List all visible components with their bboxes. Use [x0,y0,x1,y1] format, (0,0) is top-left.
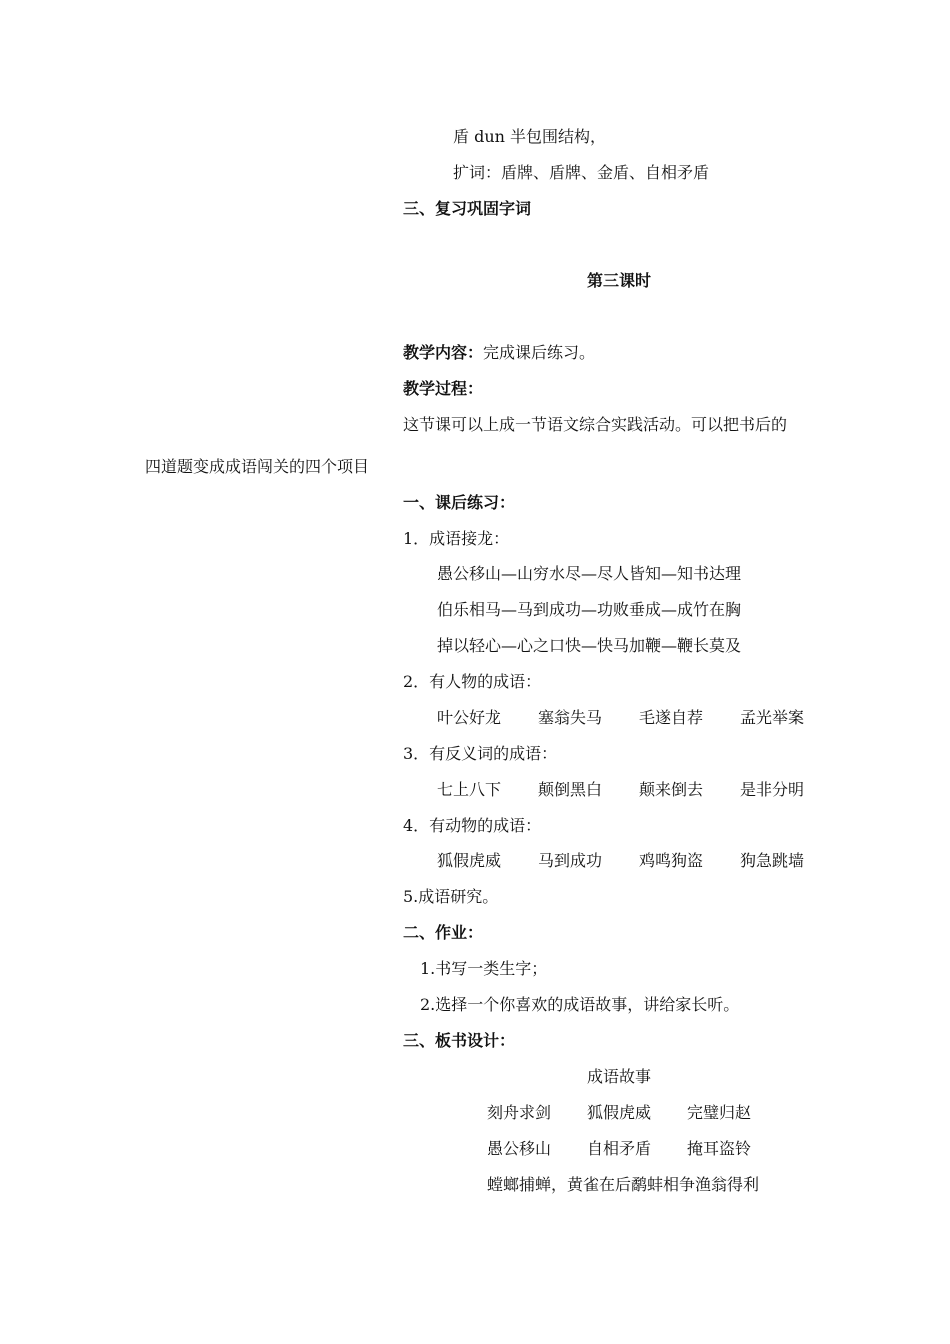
homework-heading: 二、作业： [403,923,484,942]
board-row-2 [487,1139,787,1159]
idiom-word: 叶公好龙 [437,708,502,727]
board-idiom: 自相矛盾 [587,1139,652,1158]
intro-line-1: 这节课可以上成一节语文综合实践活动。可以把书后的 [403,415,788,434]
idiom-word: 塞翁失马 [538,708,603,727]
board-idiom: 狐假虎威 [587,1103,652,1122]
content-label: 教学内容： [403,343,484,362]
exercise-heading: 一、课后练习： [403,493,516,512]
idiom-word: 狐假虎威 [437,851,502,870]
board-idiom: 掩耳盗铃 [687,1139,752,1158]
idiom-word: 毛遂自荐 [639,708,704,727]
lesson-title: 第三课时 [587,271,652,290]
idiom-word: 是非分明 [740,780,805,799]
idiom-word: 马到成功 [538,851,603,870]
idiom-word: 狗急跳墙 [740,851,805,870]
idiom-word: 七上八下 [437,780,502,799]
item-2-title: 2．有人物的成语： [403,672,542,691]
item-3-words [437,780,841,800]
item-5-title: 5.成语研究。 [403,887,499,906]
idiom-word: 颠来倒去 [639,780,704,799]
board-idiom: 完璧归赵 [687,1103,752,1122]
review-heading: 三、复习巩固字词 [403,199,532,218]
intro-line-2: 四道题变成成语闯关的四个项目 [145,457,370,476]
idiom-chain-3: 掉以轻心—心之口快—快马加鞭—鞭长莫及 [437,636,742,655]
board-row-1 [487,1103,787,1123]
board-title: 成语故事 [587,1067,652,1086]
board-row-3: 螳螂捕蝉，黄雀在后鹬蚌相争渔翁得利 [487,1175,760,1194]
idiom-word: 鸡鸣狗盗 [639,851,704,870]
idiom-word: 孟光举案 [740,708,805,727]
idiom-chain-1: 愚公移山—山穷水尽—尽人皆知—知书达理 [437,564,742,583]
item-4-title: 4．有动物的成语： [403,816,542,835]
homework-item-1: 1.书写一类生字； [420,959,548,978]
dun-structure-line: 盾 dun 半包围结构， [453,127,607,146]
board-idiom: 刻舟求剑 [487,1103,552,1122]
homework-item-2: 2.选择一个你喜欢的成语故事，讲给家长听。 [420,995,740,1014]
idiom-chain-2: 伯乐相马—马到成功—功败垂成—成竹在胸 [437,600,742,619]
item-1-title: 1．成语接龙： [403,529,510,548]
teaching-content [403,343,595,363]
item-4-words [437,851,841,871]
board-heading: 三、板书设计： [403,1031,516,1050]
process-label: 教学过程： [403,379,484,398]
idiom-word: 颠倒黑白 [538,780,603,799]
dun-words-line: 扩词：盾牌、盾牌、金盾、自相矛盾 [453,163,710,182]
item-3-title: 3．有反义词的成语： [403,744,558,763]
item-2-words [437,708,841,728]
content-text: 完成课后练习。 [483,343,596,362]
board-idiom: 愚公移山 [487,1139,552,1158]
